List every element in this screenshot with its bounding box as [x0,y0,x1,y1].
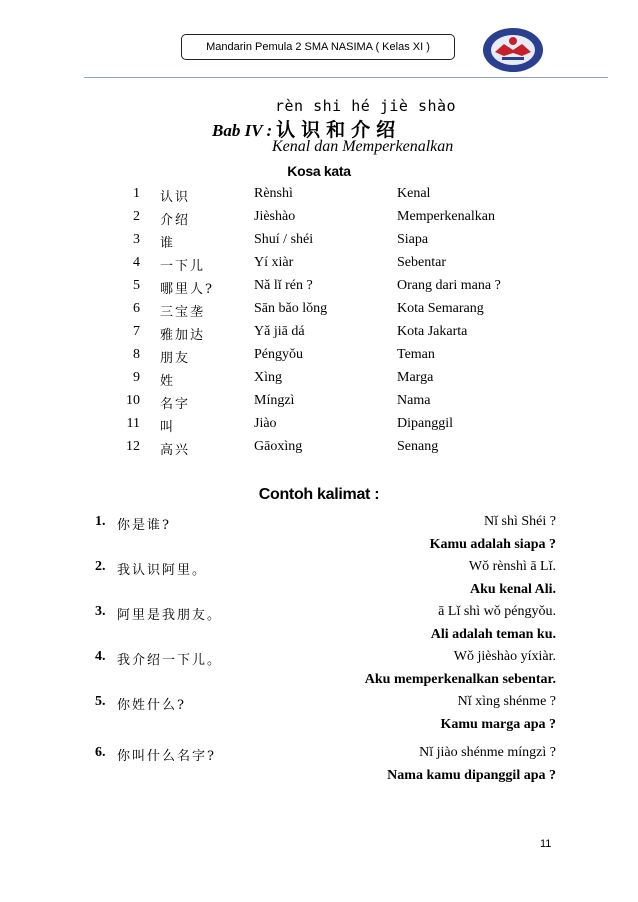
vocab-row [0,209,638,231]
vocab-row [0,324,638,346]
example-number: 4. [95,649,106,664]
vocab-pinyin: Shuí / shéi [254,232,314,247]
vocab-row [0,439,638,461]
example-number: 1. [95,514,106,529]
vocab-number: 6 [133,301,140,316]
chapter-subtitle: Kenal dan Memperkenalkan [272,138,454,155]
chapter-label: Bab IV : [212,121,273,140]
example-chinese: 我介绍一下儿。 [117,653,223,668]
vocab-number: 12 [126,439,140,454]
vocab-chinese: 一下儿 [160,259,206,274]
vocab-meaning: Kenal [397,186,431,201]
vocab-heading: Kosa kata [287,163,351,179]
vocab-row [0,393,638,415]
vocab-number: 9 [133,370,140,385]
vocab-pinyin: Míngzì [254,393,295,408]
vocab-meaning: Dipanggil [397,416,453,431]
vocab-row [0,416,638,438]
vocab-meaning: Kota Jakarta [397,324,468,339]
vocab-meaning: Kota Semarang [397,301,484,316]
example-chinese: 你叫什么名字? [117,749,216,764]
page-number: 11 [540,838,552,850]
vocab-row [0,255,638,277]
vocab-chinese: 朋友 [160,351,191,366]
example-number: 5. [95,694,106,709]
vocab-pinyin: Xìng [254,370,282,385]
vocab-pinyin: Jiào [254,416,277,431]
vocab-meaning: Orang dari mana ? [397,278,501,293]
vocab-chinese: 高兴 [160,443,191,458]
examples-heading: Contoh kalimat : [258,486,380,503]
example-chinese: 你姓什么? [117,698,186,713]
vocab-number: 4 [133,255,140,270]
example-pinyin: Wǒ rènshì ā Lǐ. [468,559,556,574]
example-translation: Kamu marga apa ? [440,717,556,732]
example-pinyin: ā Lǐ shì wǒ péngyǒu. [438,604,556,619]
vocab-chinese: 介绍 [160,213,191,228]
example-chinese: 阿里是我朋友。 [117,608,223,623]
vocab-row [0,186,638,208]
vocab-number: 10 [126,393,140,408]
vocab-row [0,232,638,254]
vocab-meaning: Memperkenalkan [397,209,495,224]
example-translation: Kamu adalah siapa ? [429,537,556,552]
vocab-meaning: Teman [397,347,435,362]
chapter-chinese: 认识和介绍 [276,120,402,141]
example-pinyin: Nǐ jiào shénme míngzì ? [419,745,556,760]
example-translation: Aku memperkenalkan sebentar. [364,672,556,687]
vocab-number: 3 [133,232,140,247]
header-title-box [181,34,455,60]
vocab-pinyin: Nǎ lǐ rén ? [254,278,313,293]
vocab-chinese: 哪里人? [160,282,214,297]
vocab-meaning: Nama [397,393,431,408]
vocab-pinyin: Jièshào [254,209,296,224]
vocab-number: 2 [133,209,140,224]
vocab-pinyin: Yí xiàr [254,255,294,270]
vocab-chinese: 谁 [160,236,176,251]
header-divider [84,77,608,78]
vocab-row [0,347,638,369]
example-pinyin: Wǒ jièshào yíxiàr. [453,649,556,664]
vocab-number: 5 [133,278,140,293]
vocab-meaning: Senang [397,439,439,454]
example-translation: Aku kenal Ali. [470,582,556,597]
vocab-number: 1 [133,186,140,201]
vocab-chinese: 三宝垄 [160,305,206,320]
vocab-chinese: 雅加达 [160,328,206,343]
example-pinyin: Nǐ xìng shénme ? [457,694,556,709]
vocab-pinyin: Rènshì [254,186,293,201]
vocab-pinyin: Yǎ jiā dá [254,324,305,339]
example-translation: Nama kamu dipanggil apa ? [387,768,556,783]
title-pinyin: rèn shi hé jiè shào [275,97,457,115]
example-translation: Ali adalah teman ku. [430,627,556,642]
vocab-chinese: 姓 [160,374,176,389]
vocab-chinese: 认识 [160,190,191,205]
example-chinese: 我认识阿里。 [117,563,208,578]
vocab-row [0,278,638,300]
vocab-number: 7 [133,324,140,339]
example-number: 3. [95,604,106,619]
vocab-number: 8 [133,347,140,362]
example-number: 2. [95,559,106,574]
vocab-number: 11 [126,416,140,431]
example-pinyin: Nǐ shì Shéi ? [484,514,556,529]
example-number: 6. [95,745,106,760]
header-title: Mandarin Pemula 2 SMA NASIMA ( Kelas XI ) [206,41,430,53]
vocab-pinyin: Péngyǒu [254,347,303,362]
vocab-meaning: Marga [397,370,434,385]
vocab-pinyin: Gāoxìng [254,439,303,454]
vocab-chinese: 叫 [160,420,176,435]
vocab-pinyin: Sān bǎo lǒng [254,301,328,316]
school-logo [482,26,544,74]
vocab-row [0,370,638,392]
example-chinese: 你是谁? [117,518,171,533]
vocab-row [0,301,638,323]
vocab-meaning: Siapa [397,232,429,247]
vocab-meaning: Sebentar [397,255,446,270]
vocab-chinese: 名字 [160,397,191,412]
